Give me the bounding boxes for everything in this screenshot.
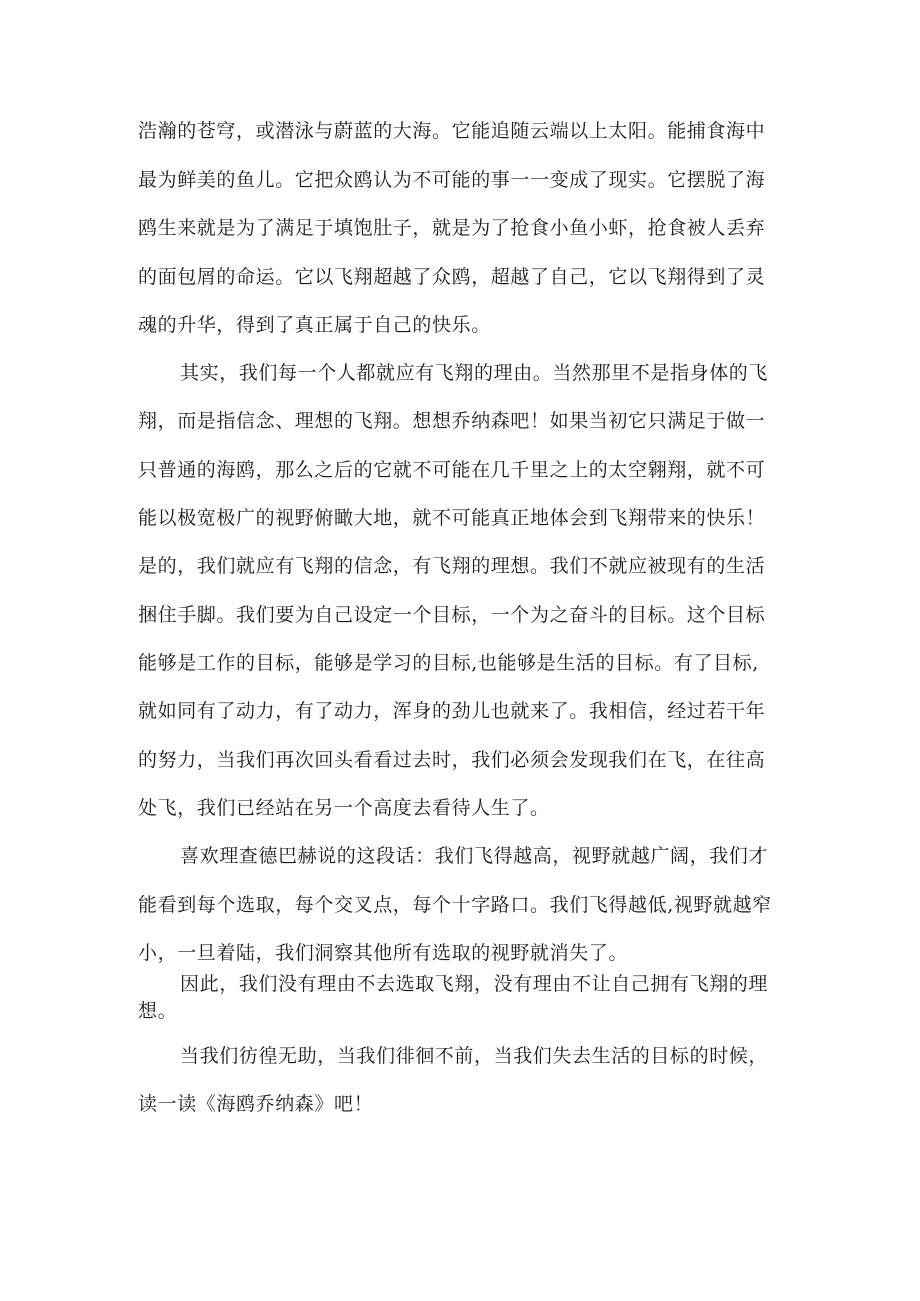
text-line: 能够是工作的目标，能够是学习的目标,也能够是生活的目标。有了目标, [138, 652, 759, 674]
text-line: 就如同有了动力，有了动力，浑身的劲儿也就来了。我相信，经过若干年 [138, 700, 766, 722]
text-line: 是的，我们就应有飞翔的信念，有飞翔的理想。我们不就应被现有的生活 [138, 555, 766, 577]
text-line: 其实，我们每一个人都就应有飞翔的理由。当然那里不是指身体的飞 [180, 362, 769, 384]
text-line: 鸥生来就是为了满足于填饱肚子，就是为了抢食小鱼小虾，抢食被人丢弃 [138, 217, 766, 239]
text-line: 处飞，我们已经站在另一个高度去看待人生了。 [138, 797, 550, 819]
text-line: 浩瀚的苍穹，或潜泳与蔚蓝的大海。它能追随云端以上太阳。能捕食海中 [138, 120, 766, 142]
text-line: 翔，而是指信念、理想的飞翔。想想乔纳森吧！如果当初它只满足于做一 [138, 410, 766, 432]
text-line: 最为鲜美的鱼儿。它把众鸥认为不可能的事一一变成了现实。它摆脱了海 [138, 169, 766, 191]
text-line: 想。 [138, 1000, 178, 1022]
text-line: 的面包屑的命运。它以飞翔超越了众鸥，超越了自己，它以飞翔得到了灵 [138, 266, 766, 288]
text-line: 捆住手脚。我们要为自己设定一个目标，一个为之奋斗的目标。这个目标 [138, 604, 766, 626]
text-line: 只普通的海鸥，那么之后的它就不可能在几千里之上的太空翱翔，就不可 [138, 459, 766, 481]
text-line: 因此，我们没有理由不去选取飞翔，没有理由不让自己拥有飞翔的理 [180, 973, 769, 995]
text-line: 的努力，当我们再次回头看看过去时，我们必须会发现我们在飞，在往高 [138, 749, 766, 771]
text-line: 魂的升华，得到了真正属于自己的快乐。 [138, 314, 491, 336]
text-line: 喜欢理查德巴赫说的这段话：我们飞得越高，视野就越广阔，我们才 [180, 845, 769, 867]
text-line: 小，一旦着陆，我们洞察其他所有选取的视野就消失了。 [138, 942, 629, 964]
text-line: 当我们彷徨无助，当我们徘徊不前，当我们失去生活的目标的时候， [180, 1045, 769, 1067]
text-line: 能以极宽极广的视野俯瞰大地，就不可能真正地体会到飞翔带来的快乐！ [138, 507, 766, 529]
text-line: 能看到每个选取，每个交叉点，每个十字路口。我们飞得越低,视野就越窄 [138, 894, 772, 916]
text-line: 读一读《海鸥乔纳森》吧！ [138, 1093, 374, 1115]
